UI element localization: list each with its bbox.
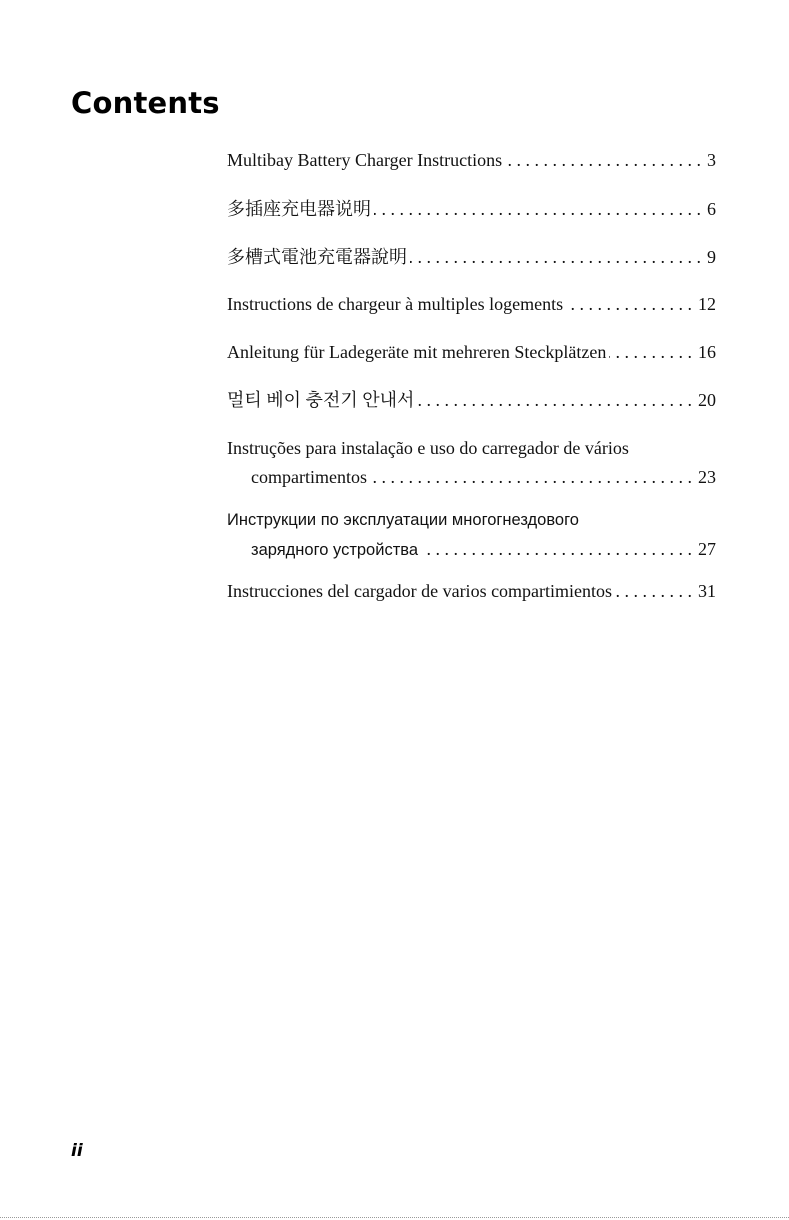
toc-entry-traditional-chinese[interactable] [227, 243, 716, 272]
toc-entry-german[interactable] [227, 338, 716, 367]
toc-entry-title: Anleitung für Ladegeräte mit mehreren Steckplätzen [227, 342, 607, 362]
toc-entry-title: Multibay Battery Charger Instructions [227, 150, 503, 170]
toc-entry-spanish[interactable] [227, 577, 716, 606]
dot-leader [615, 577, 692, 606]
dot-leader [370, 463, 692, 492]
toc-entry-french[interactable] [227, 290, 716, 319]
dot-leader [566, 290, 692, 319]
toc-entry-korean[interactable] [227, 386, 716, 415]
dot-leader [417, 386, 692, 415]
toc-entry-title: Инструкции по эксплуатации многогнездового [227, 511, 579, 529]
toc-entry-simplified-chinese[interactable] [227, 195, 716, 224]
toc-entry-portuguese[interactable] [227, 434, 716, 492]
page-number-label: ii [71, 1141, 83, 1161]
toc-entry-title-continued: compartimentos [251, 467, 367, 487]
toc-entry-title-continued: зарядного устройства [251, 541, 419, 559]
toc-entry-page: 27 [698, 539, 716, 559]
page-title: Contents [71, 86, 220, 120]
toc-entry-page: 20 [698, 390, 716, 410]
toc-entry-page: 12 [698, 294, 716, 314]
toc-entry-russian[interactable] [227, 506, 716, 565]
dot-leader [421, 535, 692, 564]
page-edge-rule [0, 1217, 789, 1218]
toc-entry-title: Instructions de chargeur à multiples logements [227, 294, 564, 314]
toc-entry-page: 23 [698, 467, 716, 487]
toc-entry-page: 6 [707, 199, 716, 219]
toc-entry-title: Instruções para instalação e uso do carregador de vários [227, 438, 629, 458]
toc-entry-page: 31 [698, 581, 716, 601]
toc-entry-title: 多插座充电器说明 [227, 199, 371, 219]
dot-leader [410, 243, 701, 272]
toc-entry-title: 멀티 베이 충전기 안내서 [227, 390, 415, 410]
toc-entry-page: 3 [707, 150, 716, 170]
toc-entry-title: Instrucciones del cargador de varios compartimientos [227, 581, 613, 601]
toc-entry-page: 16 [698, 342, 716, 362]
dot-leader [374, 195, 701, 224]
toc-entry-title: 多槽式電池充電器說明 [227, 247, 407, 267]
toc-entry-english[interactable] [227, 146, 716, 175]
dot-leader [505, 146, 701, 175]
toc-entry-page: 9 [707, 247, 716, 267]
dot-leader [609, 338, 692, 367]
